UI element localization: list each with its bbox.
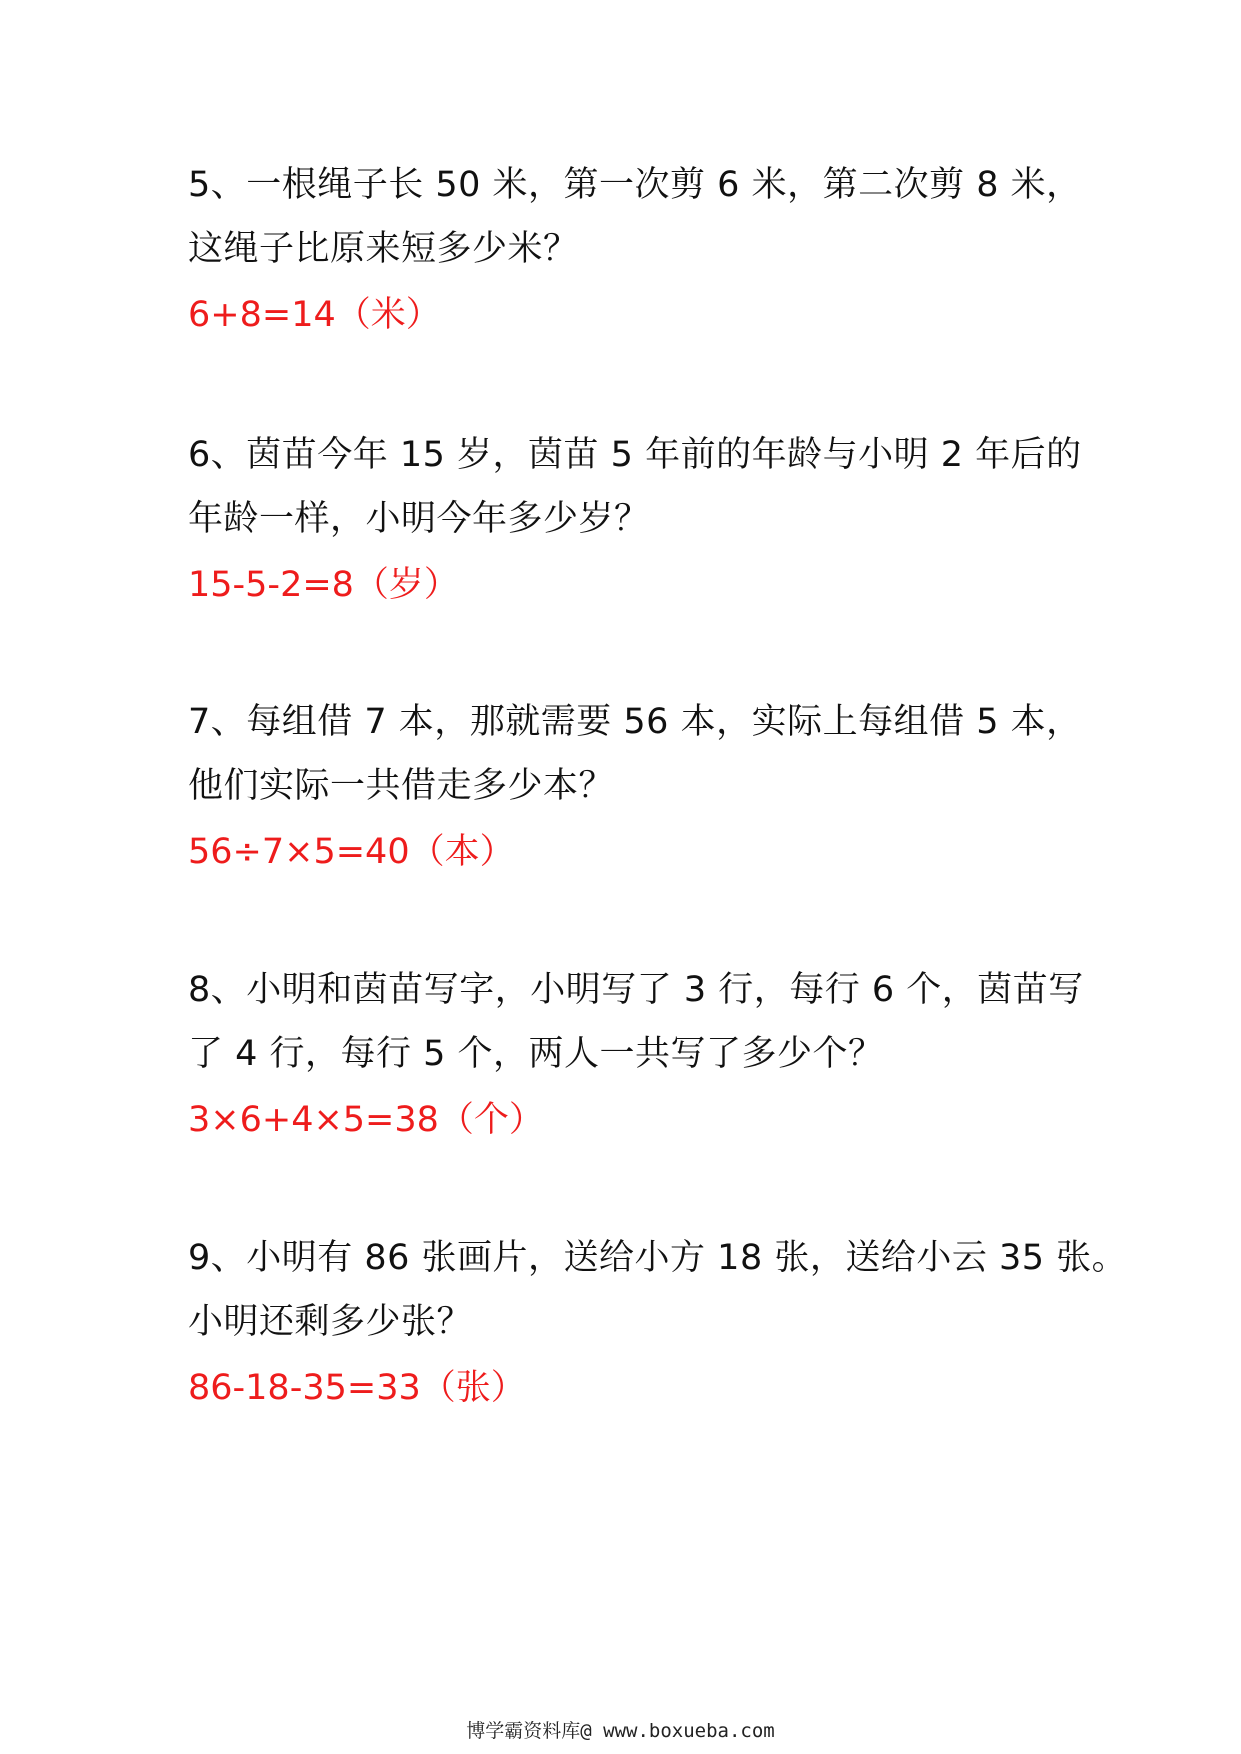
answer-text: 56÷7×5=40（本）	[188, 832, 515, 872]
question-line: 8、小明和茵苗写字，小明写了 3 行，每行 6 个，茵苗写	[188, 970, 1084, 1010]
question-line: 7、每组借 7 本，那就需要 56 本，实际上每组借 5 本，	[188, 702, 1082, 742]
answer-text: 6+8=14（米）	[188, 295, 441, 335]
answer-text: 86-18-35=33（张）	[188, 1368, 526, 1408]
question-line: 5、一根绳子长 50 米，第一次剪 6 米，第二次剪 8 米，	[188, 165, 1082, 205]
answer-text: 3×6+4×5=38（个）	[188, 1100, 544, 1140]
question-line: 了 4 行，每行 5 个，两人一共写了多少个？	[188, 1034, 884, 1074]
footer-watermark: 博学霸资料库@ www.boxueba.com	[466, 1720, 775, 1742]
problem-5	[188, 153, 1088, 347]
question-line: 年龄一样，小明今年多少岁？	[188, 499, 650, 539]
question-line: 他们实际一共借走多少本？	[188, 766, 615, 806]
problem-8	[188, 958, 1088, 1152]
question-line: 这绳子比原来短多少米？	[188, 229, 579, 269]
problem-7	[188, 690, 1088, 884]
question-line: 小明还剩多少张？	[188, 1302, 473, 1342]
question-line: 9、小明有 86 张画片，送给小方 18 张，送给小云 35 张。	[188, 1238, 1128, 1278]
question-line: 6、茵苗今年 15 岁，茵苗 5 年前的年龄与小明 2 年后的	[188, 435, 1082, 475]
problem-9	[188, 1226, 1128, 1420]
answer-text: 15-5-2=8（岁）	[188, 565, 459, 605]
problem-6	[188, 423, 1088, 617]
